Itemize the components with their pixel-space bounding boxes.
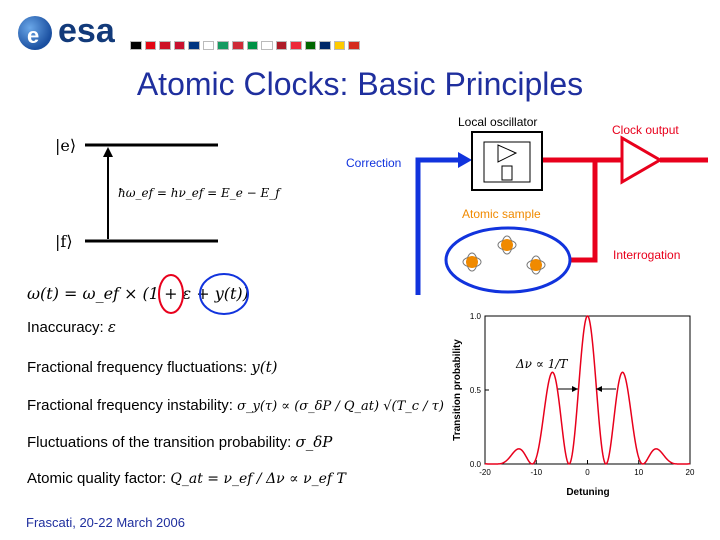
esa-logo-wordmark: esa	[58, 12, 115, 50]
inaccuracy-symbol: ε	[107, 318, 116, 336]
lower-level-label: |f⟩	[55, 232, 73, 251]
servo-loop-diagram	[330, 110, 720, 300]
instability-label: Fractional frequency instability:	[27, 397, 233, 414]
x-tick-label: 0	[585, 468, 590, 477]
quality-row	[27, 470, 346, 487]
energy-level-diagram	[20, 125, 300, 265]
member-flag-8	[247, 41, 259, 50]
atomic-sample-label: Atomic sample	[462, 207, 541, 221]
equation-highlights	[155, 273, 255, 319]
fluctuations-symbol: y(t)	[251, 358, 278, 376]
upper-level-label: |e⟩	[55, 136, 77, 155]
inaccuracy-row	[27, 318, 116, 336]
transition-fluct-symbol: σ_δP	[295, 433, 333, 451]
member-flag-11	[290, 41, 302, 50]
energy-relation: ħω_ef = hν_ef = E_e − E_f	[118, 186, 280, 200]
local-oscillator-label: Local oscillator	[458, 115, 538, 129]
transition-arrowhead	[103, 147, 113, 157]
fluctuations-label: Fractional frequency fluctuations:	[27, 359, 248, 376]
y-axis-label: Transition probability	[452, 339, 463, 441]
frequency-equation: ω(t) = ω_ef × (1 + ε + y(t))	[27, 284, 249, 303]
x-tick-label: 10	[634, 468, 644, 477]
transition-probability-chart	[440, 312, 710, 502]
member-flag-15	[348, 41, 360, 50]
member-flag-14	[334, 41, 346, 50]
plot-frame	[485, 316, 690, 464]
clock-output-label: Clock output	[612, 123, 679, 137]
member-flag-0	[130, 41, 142, 50]
x-tick-label: -20	[479, 468, 491, 477]
interrogation-path	[560, 160, 595, 260]
member-flag-2	[159, 41, 171, 50]
interrogation-label: Interrogation	[613, 248, 681, 262]
fluctuations-row	[27, 358, 278, 376]
transition-fluct-label: Fluctuations of the transition probability:	[27, 434, 292, 451]
member-flag-6	[217, 41, 229, 50]
member-flag-3	[174, 41, 186, 50]
member-flag-7	[232, 41, 244, 50]
member-flag-4	[188, 41, 200, 50]
epsilon-highlight-circle	[159, 275, 183, 313]
y-tick-label: 0.0	[469, 460, 481, 469]
quality-formula: Q_at = ν_ef / Δν ∝ ν_ef T	[170, 471, 346, 487]
member-flag-1	[145, 41, 157, 50]
y-highlight-circle	[200, 274, 248, 314]
member-flag-9	[261, 41, 273, 50]
output-amplifier	[622, 138, 660, 182]
x-axis-label: Detuning	[566, 487, 610, 498]
x-tick-label: -10	[530, 468, 543, 477]
member-flag-12	[305, 41, 317, 50]
quality-label: Atomic quality factor:	[27, 470, 167, 487]
instability-row	[27, 397, 444, 414]
local-oscillator-box	[472, 132, 542, 190]
slide-title: Atomic Clocks: Basic Principles	[136, 66, 584, 102]
y-tick-label: 1.0	[469, 312, 481, 321]
esa-logo-mark	[18, 16, 52, 50]
esa-logo	[18, 10, 168, 58]
x-tick-label: 20	[685, 468, 695, 477]
correction-label: Correction	[346, 156, 402, 170]
member-flag-5	[203, 41, 215, 50]
member-flags-strip	[130, 40, 360, 50]
linewidth-annotation: Δν ∝ 1/T	[516, 357, 568, 371]
correction-arrowhead	[458, 152, 472, 168]
instability-formula: σ_y(τ) ∝ (σ_δP / Q_at) √(T_c / τ)	[237, 399, 444, 414]
member-flag-13	[319, 41, 331, 50]
esa-logo-initial: e	[27, 23, 40, 48]
y-tick-label: 0.5	[469, 386, 481, 395]
member-flag-10	[276, 41, 288, 50]
footer-date: Frascati, 20-22 March 2006	[26, 515, 185, 530]
inaccuracy-label: Inaccuracy:	[27, 319, 104, 336]
transition-fluct-row	[27, 433, 332, 451]
atomic-sample-cell	[446, 228, 570, 292]
